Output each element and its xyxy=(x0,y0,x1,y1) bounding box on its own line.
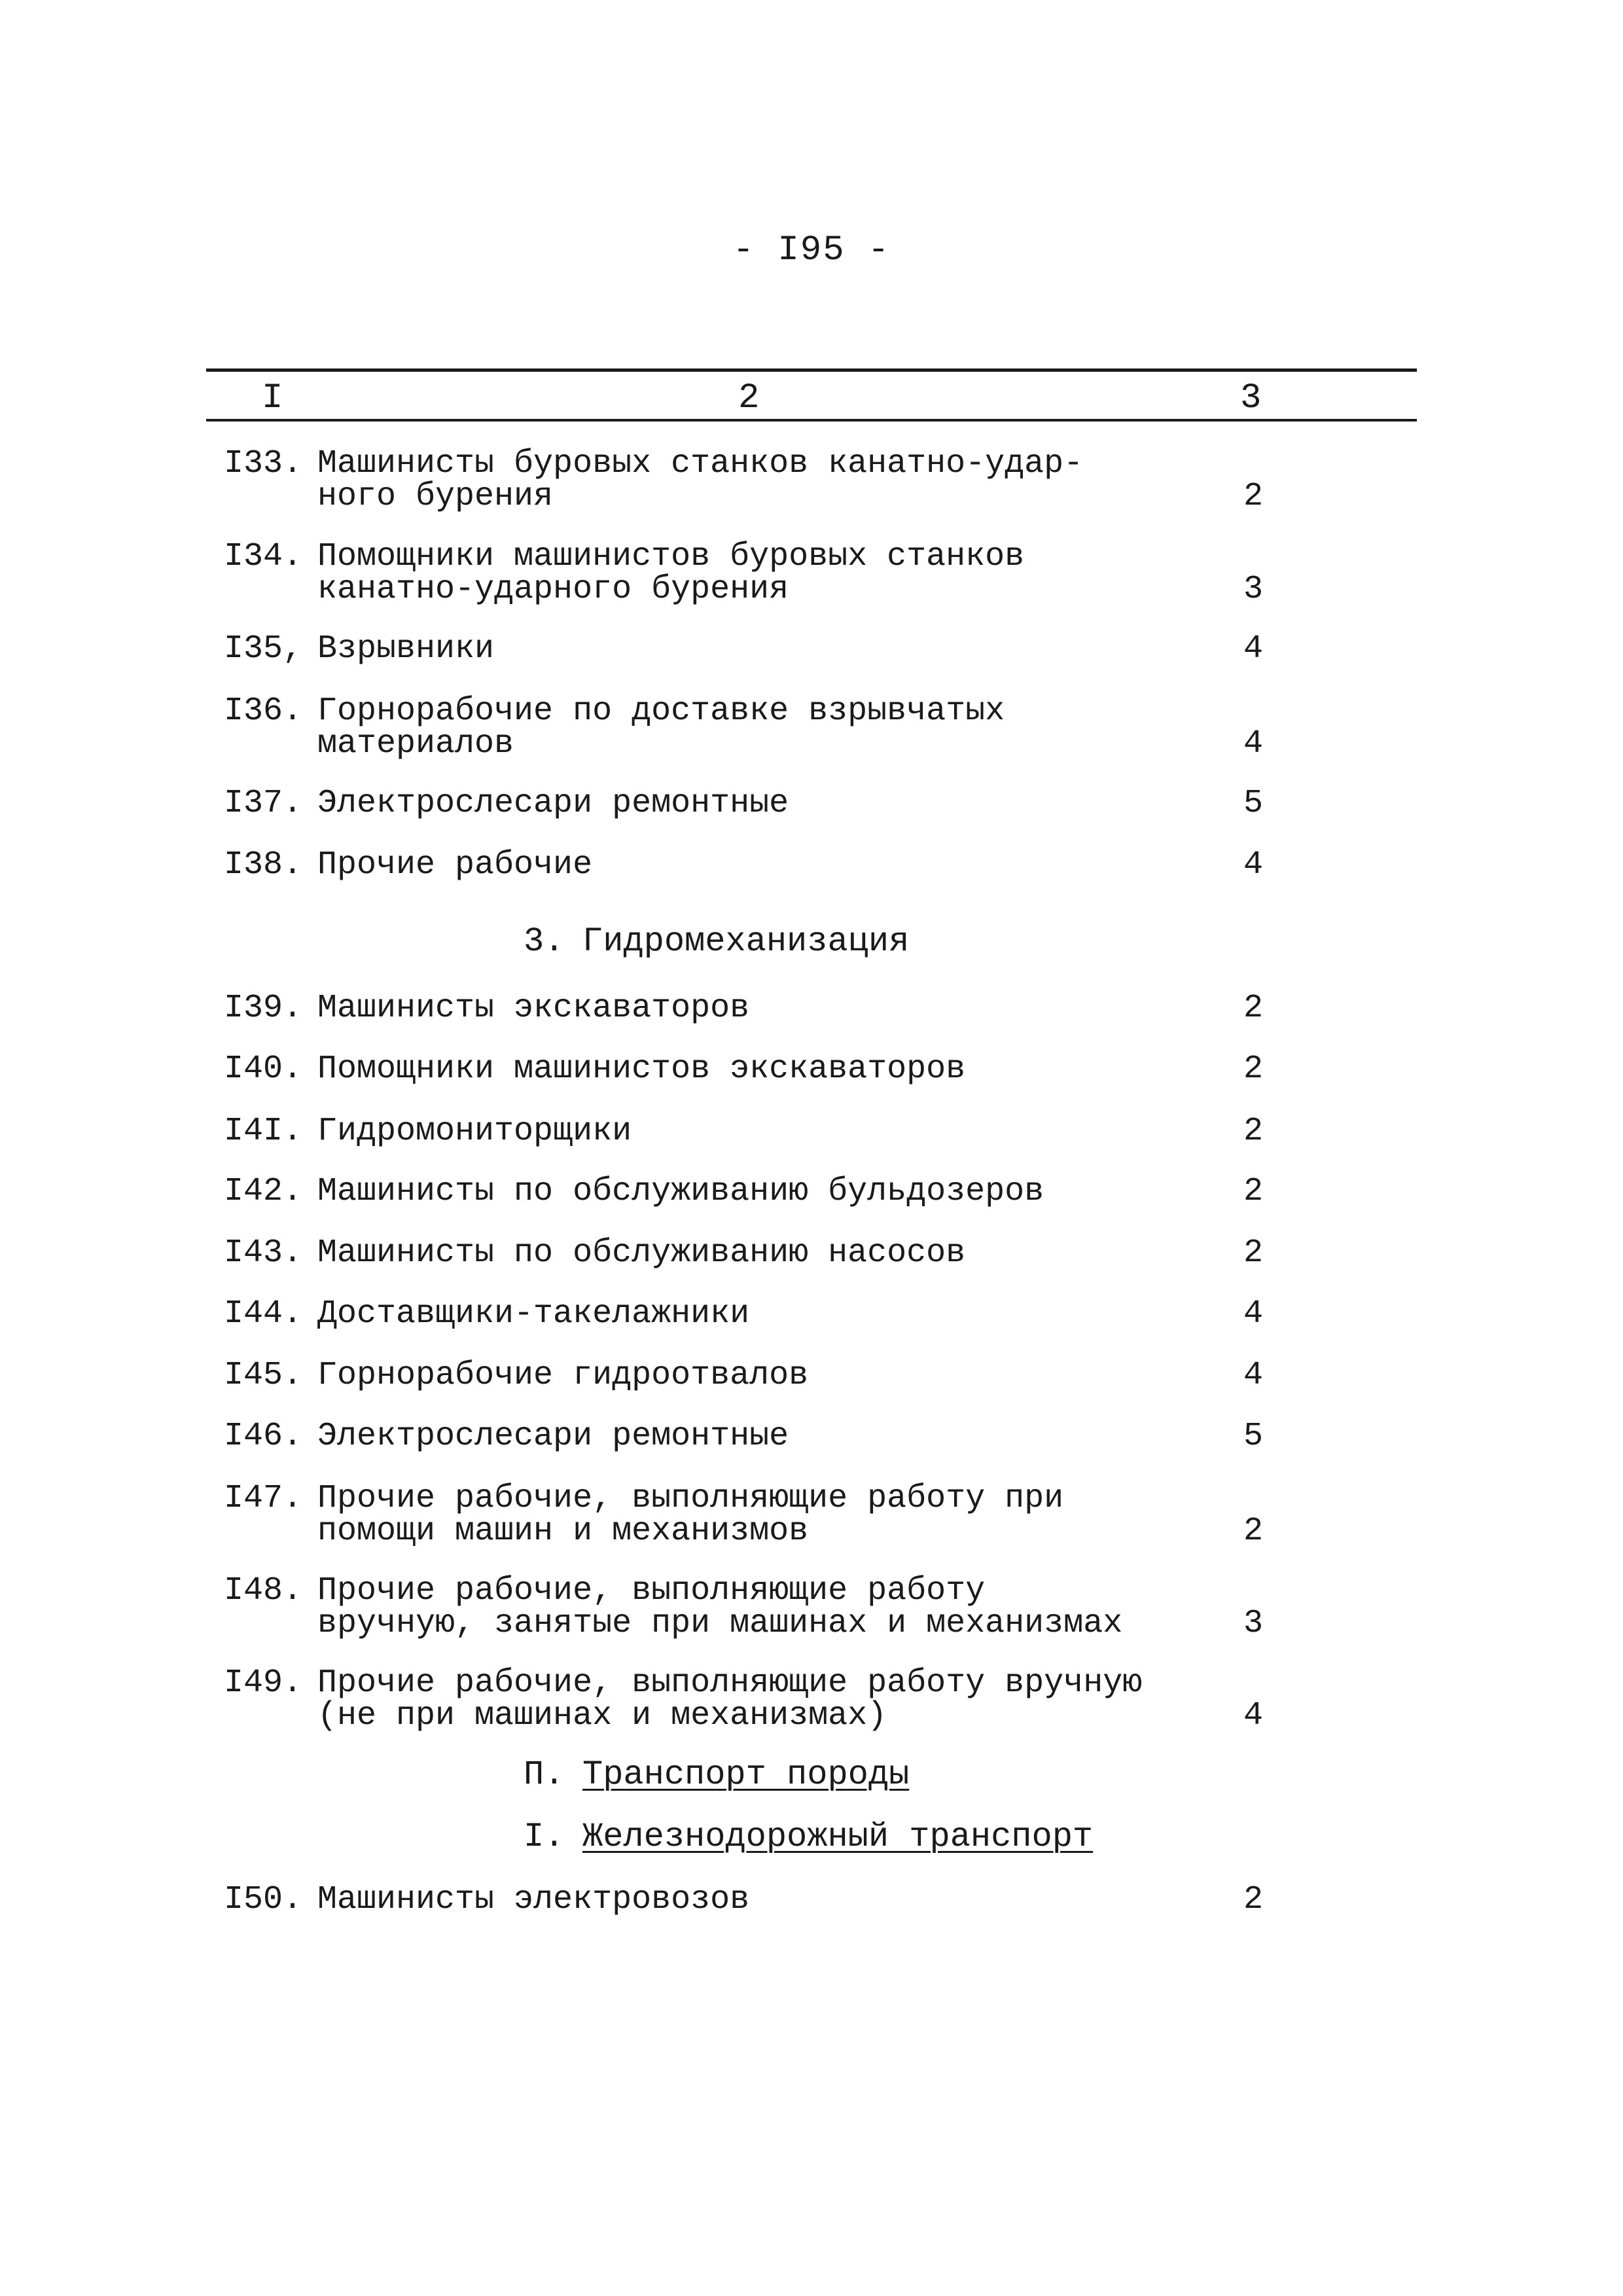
section-title: Железнодорожный транспорт xyxy=(582,1818,1094,1856)
row-value: 2 xyxy=(1243,1173,1264,1210)
section-number: П. xyxy=(524,1755,565,1794)
row-number: I42. xyxy=(224,1173,303,1210)
page-number: - I95 - xyxy=(732,230,891,270)
row-value: 2 xyxy=(1243,478,1264,515)
row-text: Машинисты буровых станков канатно-удар- ного бурения xyxy=(317,445,1084,515)
section-number: 3. xyxy=(524,922,565,961)
row-value: 3 xyxy=(1243,1605,1264,1642)
row-value: 2 xyxy=(1243,990,1264,1027)
row-text: Доставщики-такелажники xyxy=(317,1295,750,1333)
row-text: Машинисты по обслуживанию насосов xyxy=(317,1234,966,1272)
row-number: I39. xyxy=(224,990,303,1027)
column-header-2: 2 xyxy=(738,378,760,418)
row-text: Прочие рабочие, выполняющие работу вручную, занятые при машинах и механизмах xyxy=(317,1572,1123,1642)
row-value: 4 xyxy=(1243,1295,1264,1333)
row-number: I37. xyxy=(224,785,303,822)
section-title: Гидромеханизация xyxy=(582,922,910,961)
row-number: I50. xyxy=(224,1881,303,1918)
row-value: 5 xyxy=(1243,1418,1264,1455)
row-value: 4 xyxy=(1243,1357,1264,1394)
row-number: I40. xyxy=(224,1050,303,1088)
section-number: I. xyxy=(524,1818,565,1856)
column-header-3: 3 xyxy=(1240,378,1262,418)
row-text: Прочие рабочие, выполняющие работу вручную (не при машинах и механизмах) xyxy=(317,1664,1143,1734)
row-number: I47. xyxy=(224,1480,303,1517)
row-value: 2 xyxy=(1243,1234,1264,1272)
row-text: Машинисты экскаваторов xyxy=(317,990,750,1027)
row-value: 4 xyxy=(1243,725,1264,762)
row-text: Машинисты по обслуживанию бульдозеров xyxy=(317,1173,1044,1210)
row-number: I46. xyxy=(224,1418,303,1455)
row-value: 4 xyxy=(1243,846,1264,884)
row-text: Гидромониторщики xyxy=(317,1113,632,1150)
row-value: 2 xyxy=(1243,1881,1264,1918)
row-text: Горнорабочие гидроотвалов xyxy=(317,1357,809,1394)
row-text: Машинисты электровозов xyxy=(317,1881,750,1918)
row-text: Взрывники xyxy=(317,630,495,668)
row-value: 2 xyxy=(1243,1050,1264,1088)
row-number: I34. xyxy=(224,538,303,575)
row-number: I38. xyxy=(224,846,303,884)
column-header-1: I xyxy=(262,378,283,418)
row-value: 4 xyxy=(1243,630,1264,668)
row-text: Помощники машинистов буровых станков канатно-ударного бурения xyxy=(317,538,1025,608)
row-value: 5 xyxy=(1243,785,1264,822)
row-value: 4 xyxy=(1243,1697,1264,1734)
table-top-rule xyxy=(206,368,1417,372)
section-title: Транспорт породы xyxy=(582,1755,910,1794)
row-text: Помощники машинистов экскаваторов xyxy=(317,1050,966,1088)
row-value: 2 xyxy=(1243,1113,1264,1150)
row-text: Прочие рабочие xyxy=(317,846,593,884)
row-number: I4I. xyxy=(224,1113,303,1150)
row-number: I49. xyxy=(224,1664,303,1702)
row-text: Электрослесари ремонтные xyxy=(317,1418,789,1455)
table-header-rule xyxy=(206,419,1417,422)
row-number: I33. xyxy=(224,445,303,482)
row-text: Горнорабочие по доставке взрывчатых материалов xyxy=(317,692,1005,762)
row-number: I43. xyxy=(224,1234,303,1272)
row-value: 2 xyxy=(1243,1513,1264,1550)
row-value: 3 xyxy=(1243,571,1264,608)
row-text: Прочие рабочие, выполняющие работу при помощи машин и механизмов xyxy=(317,1480,1064,1550)
row-number: I44. xyxy=(224,1295,303,1333)
row-number: I36. xyxy=(224,692,303,730)
row-number: I35, xyxy=(224,630,303,668)
row-text: Электрослесари ремонтные xyxy=(317,785,789,822)
row-number: I48. xyxy=(224,1572,303,1609)
row-number: I45. xyxy=(224,1357,303,1394)
